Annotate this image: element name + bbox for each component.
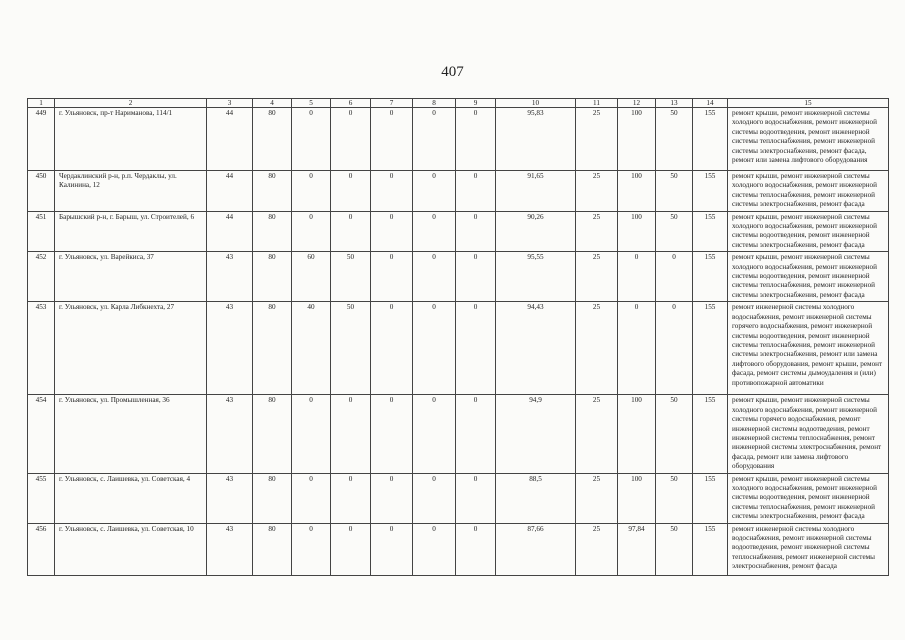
- col-10: 94,43: [496, 302, 576, 395]
- works-list: ремонт крыши, ремонт инженерной системы холодного водоснабжения, ремонт инженерной системы водоотведения, ремонт инженерной системы теплоснабжения, ремонт инженерной системы электроснабжения, ремонт фасада, ремонт или замена лифтового оборудования: [728, 108, 889, 171]
- col-4: 80: [253, 171, 292, 212]
- col-5: 0: [292, 395, 331, 473]
- col-8: 0: [413, 252, 456, 302]
- col-11: 25: [576, 252, 618, 302]
- col-13: 50: [656, 523, 693, 575]
- col-13: 0: [656, 302, 693, 395]
- col-7: 0: [371, 211, 413, 252]
- row-number: 455: [28, 473, 55, 523]
- col-14: 155: [693, 523, 728, 575]
- col-11: 25: [576, 523, 618, 575]
- col-3: 43: [207, 252, 253, 302]
- col-6: 0: [331, 395, 371, 473]
- col-3: 44: [207, 171, 253, 212]
- address: Барышский р-н, г. Барыш, ул. Строителей, 6: [55, 211, 207, 252]
- address: Чердаклинский р-н, р.п. Чердаклы, ул. Калинина, 12: [55, 171, 207, 212]
- column-header: 4: [253, 99, 292, 108]
- col-6: 50: [331, 302, 371, 395]
- repair-program-table: [27, 98, 889, 576]
- col-7: 0: [371, 108, 413, 171]
- col-4: 80: [253, 523, 292, 575]
- table-row: [28, 473, 889, 523]
- col-5: 0: [292, 171, 331, 212]
- table-row: [28, 252, 889, 302]
- col-3: 43: [207, 473, 253, 523]
- col-7: 0: [371, 252, 413, 302]
- col-11: 25: [576, 395, 618, 473]
- col-12: 100: [618, 108, 656, 171]
- col-9: 0: [456, 252, 496, 302]
- col-11: 25: [576, 108, 618, 171]
- table-row: [28, 523, 889, 575]
- works-list: ремонт крыши, ремонт инженерной системы холодного водоснабжения, ремонт инженерной системы водоотведения, ремонт инженерной системы электроснабжения, ремонт фасада: [728, 211, 889, 252]
- col-6: 0: [331, 523, 371, 575]
- col-14: 155: [693, 171, 728, 212]
- col-9: 0: [456, 523, 496, 575]
- col-4: 80: [253, 302, 292, 395]
- column-header: 5: [292, 99, 331, 108]
- col-10: 94,9: [496, 395, 576, 473]
- works-list: ремонт крыши, ремонт инженерной системы холодного водоснабжения, ремонт инженерной системы горячего водоснабжения, ремонт инженерной системы водоотведения, ремонт инженерной системы теплоснабжения, ремонт инженерной системы электроснабжения, ремонт фасада, ремонт или замена лифтового оборудования: [728, 395, 889, 473]
- column-header: 8: [413, 99, 456, 108]
- col-14: 155: [693, 252, 728, 302]
- works-list: ремонт инженерной системы холодного водоснабжения, ремонт инженерной системы горячего водоснабжения, ремонт инженерной системы водоотведения, ремонт инженерной системы теплоснабжения, ремонт инженерной системы электроснабжения, ремонт или замена лифтового оборудования, ремонт крыши, ремонт фасада, ремонт системы дымоудаления и (или) противопожарной автоматики: [728, 302, 889, 395]
- col-14: 155: [693, 395, 728, 473]
- col-8: 0: [413, 395, 456, 473]
- column-header: 1: [28, 99, 55, 108]
- col-12: 100: [618, 211, 656, 252]
- col-4: 80: [253, 473, 292, 523]
- col-6: 0: [331, 108, 371, 171]
- column-header: 7: [371, 99, 413, 108]
- table-row: [28, 302, 889, 395]
- row-number: 453: [28, 302, 55, 395]
- col-7: 0: [371, 523, 413, 575]
- row-number: 454: [28, 395, 55, 473]
- col-14: 155: [693, 108, 728, 171]
- row-number: 451: [28, 211, 55, 252]
- row-number: 449: [28, 108, 55, 171]
- col-8: 0: [413, 171, 456, 212]
- col-5: 0: [292, 473, 331, 523]
- address: г. Ульяновск, ул. Промышленная, 36: [55, 395, 207, 473]
- table-row: [28, 108, 889, 171]
- row-number: 456: [28, 523, 55, 575]
- address: г. Ульяновск, ул. Карла Либкнехта, 27: [55, 302, 207, 395]
- works-list: ремонт крыши, ремонт инженерной системы холодного водоснабжения, ремонт инженерной системы теплоснабжения, ремонт инженерной системы электроснабжения, ремонт фасада: [728, 171, 889, 212]
- col-9: 0: [456, 108, 496, 171]
- row-number: 450: [28, 171, 55, 212]
- column-header: 15: [728, 99, 889, 108]
- column-header: 14: [693, 99, 728, 108]
- col-7: 0: [371, 395, 413, 473]
- address: г. Ульяновск, с. Лаишевка, ул. Советская, 4: [55, 473, 207, 523]
- col-3: 44: [207, 108, 253, 171]
- works-list: ремонт крыши, ремонт инженерной системы холодного водоснабжения, ремонт инженерной системы водоотведения, ремонт инженерной системы теплоснабжения, ремонт инженерной системы электроснабжения, ремонт фасада: [728, 473, 889, 523]
- col-10: 90,26: [496, 211, 576, 252]
- col-8: 0: [413, 211, 456, 252]
- col-5: 0: [292, 211, 331, 252]
- col-12: 100: [618, 171, 656, 212]
- col-3: 43: [207, 395, 253, 473]
- address: г. Ульяновск, пр-т Нариманова, 114/1: [55, 108, 207, 171]
- address: г. Ульяновск, с. Лаишевка, ул. Советская, 10: [55, 523, 207, 575]
- table-row: [28, 395, 889, 473]
- col-14: 155: [693, 211, 728, 252]
- col-10: 91,65: [496, 171, 576, 212]
- col-9: 0: [456, 211, 496, 252]
- col-3: 43: [207, 302, 253, 395]
- col-7: 0: [371, 302, 413, 395]
- col-13: 50: [656, 211, 693, 252]
- col-10: 95,83: [496, 108, 576, 171]
- col-12: 100: [618, 395, 656, 473]
- column-header: 13: [656, 99, 693, 108]
- column-header: 11: [576, 99, 618, 108]
- col-6: 0: [331, 211, 371, 252]
- col-8: 0: [413, 523, 456, 575]
- row-number: 452: [28, 252, 55, 302]
- works-list: ремонт инженерной системы холодного водоснабжения, ремонт инженерной системы водоотведения, ремонт инженерной системы теплоснабжения, ремонт инженерной системы электроснабжения, ремонт фасада: [728, 523, 889, 575]
- col-13: 50: [656, 108, 693, 171]
- col-11: 25: [576, 171, 618, 212]
- col-10: 87,66: [496, 523, 576, 575]
- col-7: 0: [371, 171, 413, 212]
- col-9: 0: [456, 473, 496, 523]
- col-11: 25: [576, 473, 618, 523]
- col-8: 0: [413, 108, 456, 171]
- col-10: 95,55: [496, 252, 576, 302]
- table-row: [28, 171, 889, 212]
- col-13: 0: [656, 252, 693, 302]
- works-list: ремонт крыши, ремонт инженерной системы холодного водоснабжения, ремонт инженерной системы водоотведения, ремонт инженерной системы теплоснабжения, ремонт инженерной системы электроснабжения, ремонт фасада: [728, 252, 889, 302]
- column-header: 10: [496, 99, 576, 108]
- col-13: 50: [656, 171, 693, 212]
- address: г. Ульяновск, ул. Варейкиса, 37: [55, 252, 207, 302]
- col-4: 80: [253, 395, 292, 473]
- col-11: 25: [576, 302, 618, 395]
- col-5: 0: [292, 523, 331, 575]
- col-9: 0: [456, 302, 496, 395]
- page-number: 407: [441, 64, 464, 80]
- col-14: 155: [693, 302, 728, 395]
- col-6: 0: [331, 171, 371, 212]
- col-11: 25: [576, 211, 618, 252]
- col-13: 50: [656, 395, 693, 473]
- col-10: 88,5: [496, 473, 576, 523]
- col-9: 0: [456, 395, 496, 473]
- col-8: 0: [413, 473, 456, 523]
- column-header: 6: [331, 99, 371, 108]
- col-7: 0: [371, 473, 413, 523]
- col-4: 80: [253, 252, 292, 302]
- column-header: 2: [55, 99, 207, 108]
- col-14: 155: [693, 473, 728, 523]
- col-3: 43: [207, 523, 253, 575]
- col-9: 0: [456, 171, 496, 212]
- col-12: 0: [618, 252, 656, 302]
- col-6: 0: [331, 473, 371, 523]
- col-8: 0: [413, 302, 456, 395]
- col-12: 97,84: [618, 523, 656, 575]
- col-3: 44: [207, 211, 253, 252]
- col-12: 100: [618, 473, 656, 523]
- column-header: 3: [207, 99, 253, 108]
- col-6: 50: [331, 252, 371, 302]
- table-row: [28, 211, 889, 252]
- col-13: 50: [656, 473, 693, 523]
- column-header: 12: [618, 99, 656, 108]
- col-5: 60: [292, 252, 331, 302]
- column-number-row: [28, 99, 889, 108]
- col-4: 80: [253, 211, 292, 252]
- col-5: 0: [292, 108, 331, 171]
- col-12: 0: [618, 302, 656, 395]
- col-4: 80: [253, 108, 292, 171]
- col-5: 40: [292, 302, 331, 395]
- column-header: 9: [456, 99, 496, 108]
